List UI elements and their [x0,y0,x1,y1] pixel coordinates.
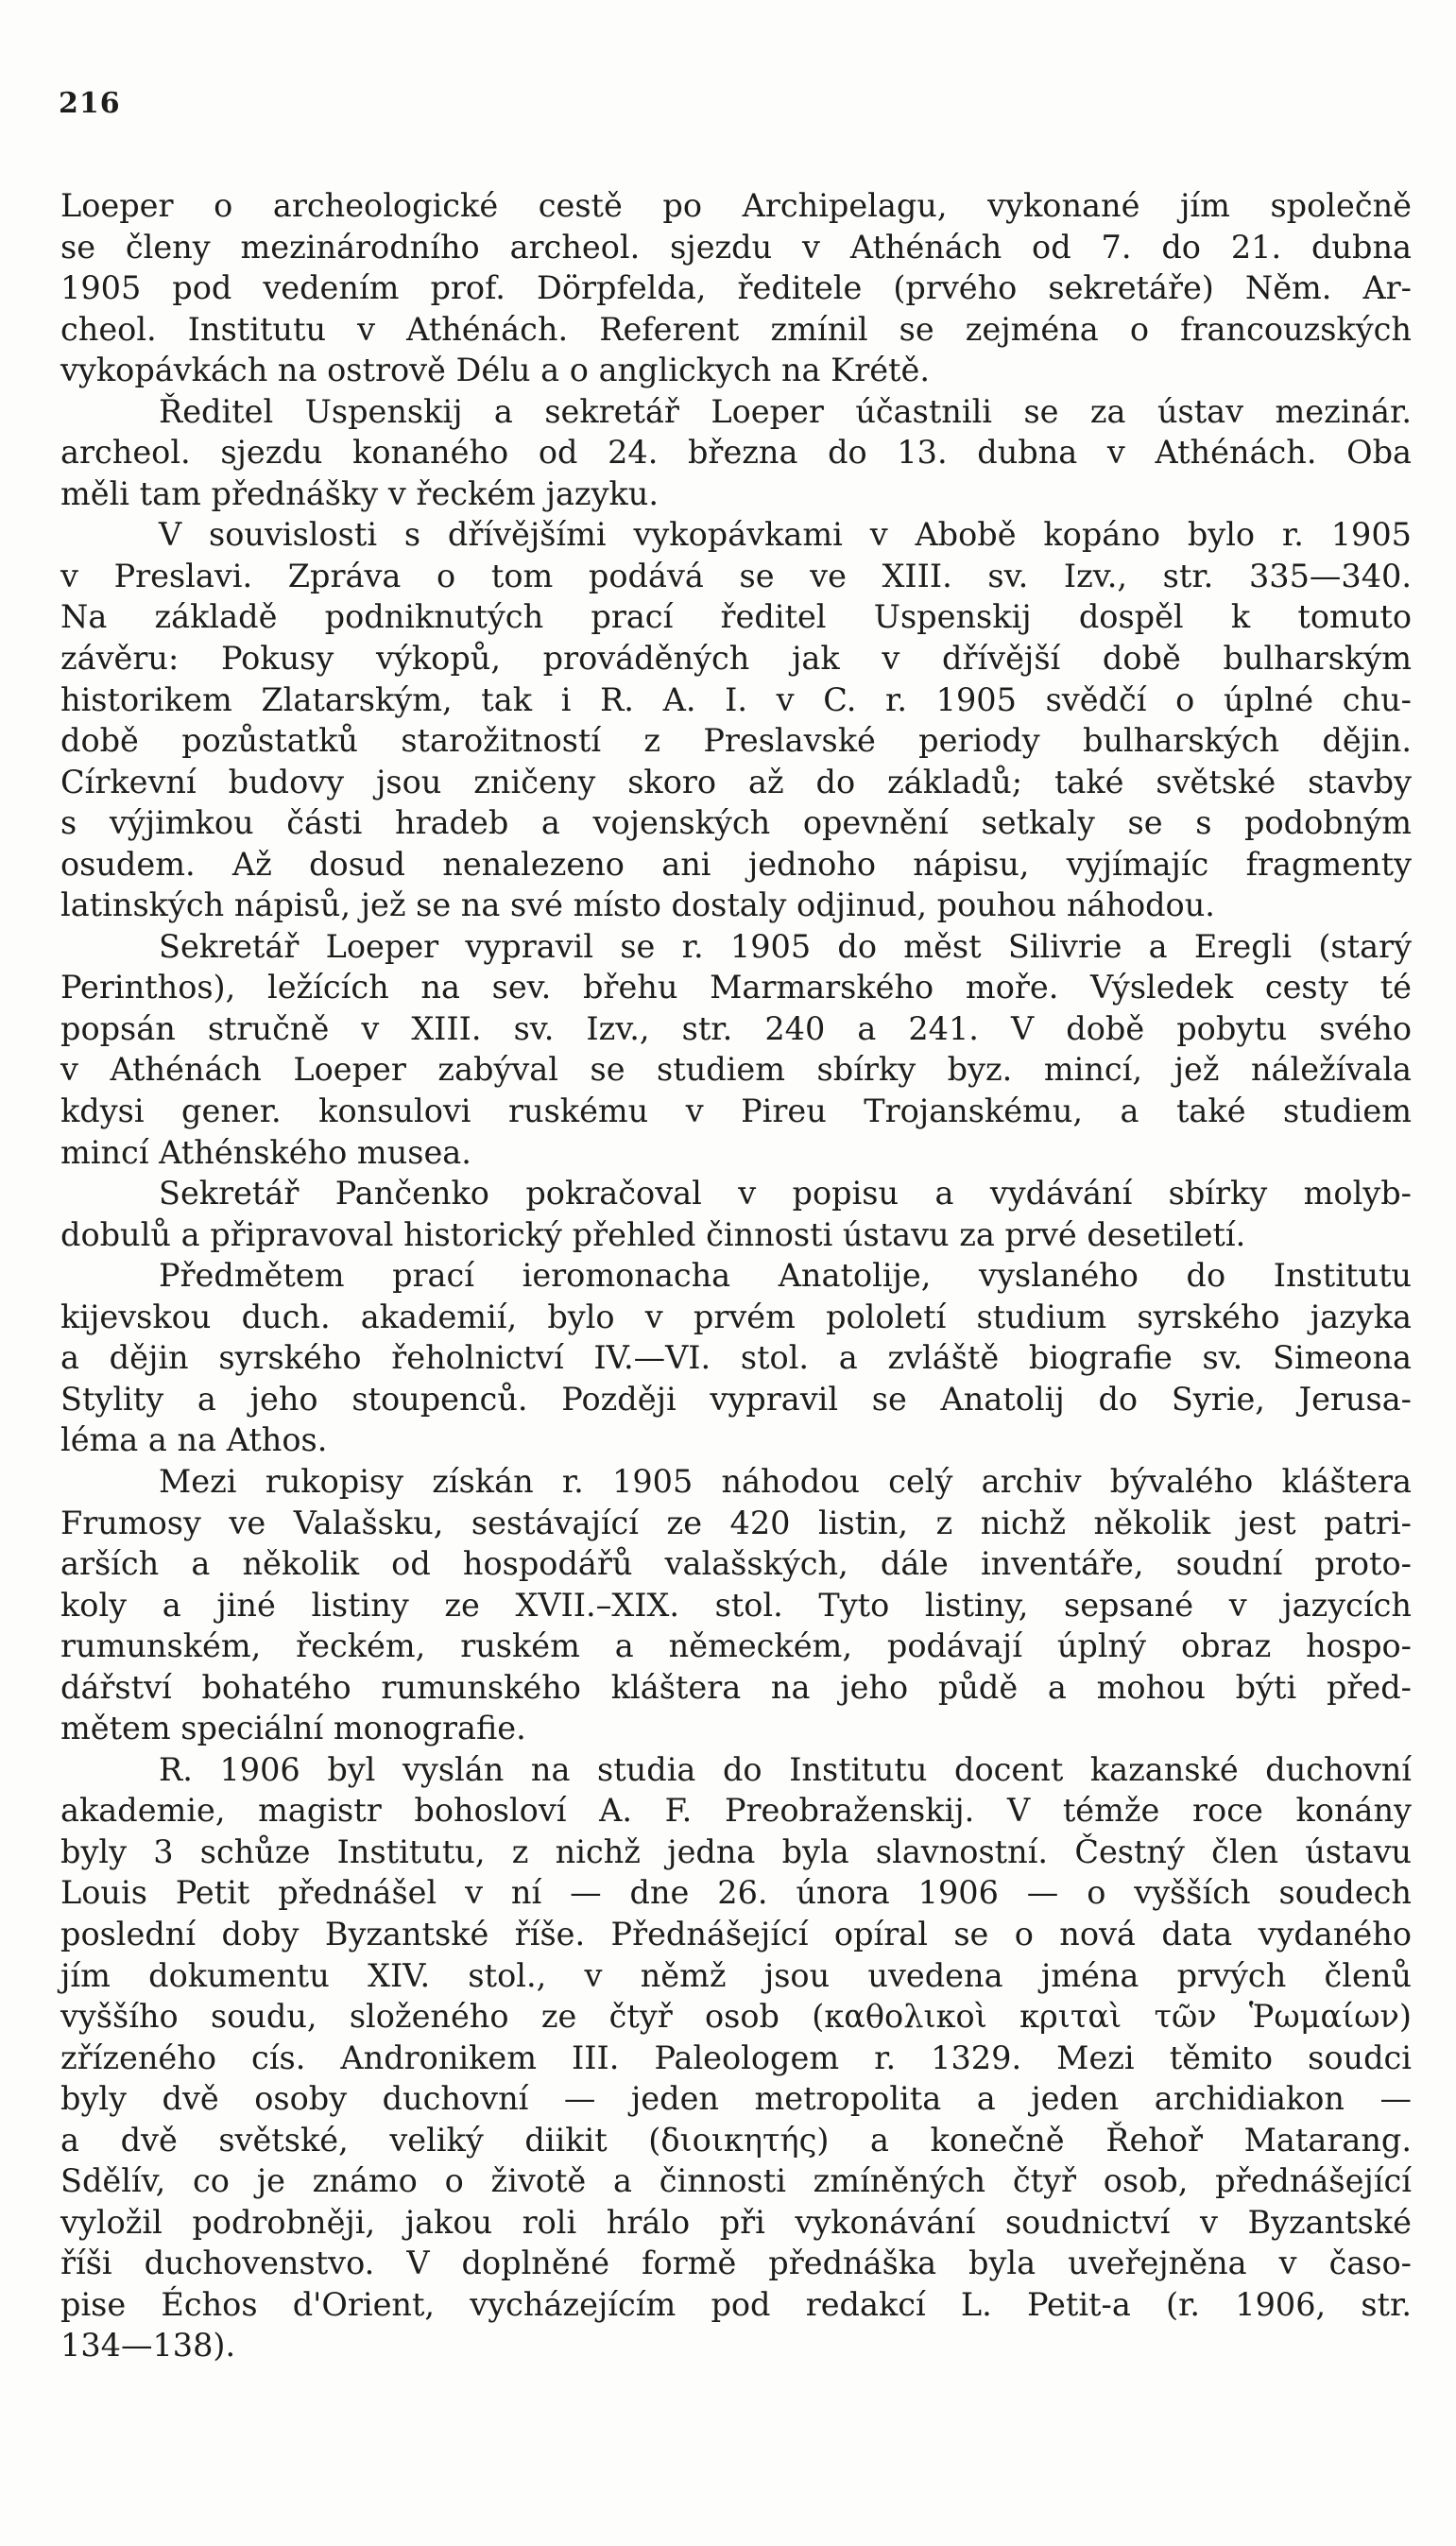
text-line: pise Échos d'Orient, vycházejícím pod redakcí L. Petit-a (r. 1906, str. [60,2285,1412,2323]
text-line: s výjimkou části hradeb a vojenských opevnění setkaly se s podobným [60,804,1412,842]
text-line: mětem speciální monografie. [60,1710,526,1747]
text-line: akademie, magistr bohosloví A. F. Preobraženskij. V témže roce konány [60,1792,1412,1830]
text-line: R. 1906 byl vyslán na studia do Institutu docent kazanské duchovní [159,1750,1412,1788]
text-line: dobulů a připravoval historický přehled činnosti ústavu za prvé desetiletí. [60,1215,1246,1253]
text-line: kijevskou duch. akademií, bylo v prvém pololetí studium syrského jazyka [60,1298,1412,1335]
text-line: poslední doby Byzantské říše. Přednášející opíral se o nová data vydaného [60,1915,1412,1953]
text-line: popsán stručně v XIII. sv. Izv., str. 240 a 241. V době pobytu svého [60,1009,1412,1047]
text-line: koly a jiné listiny ze XVII.–XIX. stol. Tyto listiny, sepsané v jazycích [60,1586,1412,1624]
text-line: v Preslavi. Zpráva o tom podává se ve XIII. sv. Izv., str. 335—340. [60,557,1412,594]
text-line: Na základě podniknutých prací ředitel Uspenskij dospěl k tomuto [60,598,1412,636]
text-line: a dějin syrského řeholnictví IV.—VI. stol. a zvláště biografie sv. Simeona [60,1339,1412,1377]
text-line: arších a několik od hospodářů valašských, dále inventáře, soudní proto- [60,1545,1412,1583]
text-line: Sdělív, co je známo o životě a činnosti zmíněných čtyř osob, přednášející [60,2162,1412,2200]
text-line: latinských nápisů, jež se na své místo dostaly odjinud, pouhou náhodou. [60,886,1215,924]
text-line: léma a na Athos. [60,1421,328,1459]
text-line: a dvě světské, veliký diikit (διοικητής) a konečně Řehoř Matarang. [60,2121,1412,2159]
text-line: Církevní budovy jsou zničeny skoro až do základů; také světské stavby [60,763,1412,800]
text-line: vykopávkách na ostrově Délu a o anglickych na Krétě. [60,352,930,389]
text-line: V souvislosti s dřívějšími vykopávkami v Abobě kopáno bylo r. 1905 [159,516,1412,554]
text-line: rumunském, řeckém, ruském a německém, podávají úplný obraz hospo- [60,1627,1412,1665]
text-line: kdysi gener. konsulovi ruskému v Pireu Trojanskému, a také studiem [60,1092,1412,1130]
text-line: v Athénách Loeper zabýval se studiem sbírky byz. mincí, jež náležívala [60,1051,1412,1089]
text-line: závěru: Pokusy výkopů, prováděných jak v dřívější době bulharským [60,640,1412,678]
text-line: byly 3 schůze Institutu, z nichž jedna byla slavnostní. Čestný člen ústavu [60,1832,1412,1870]
text-line: vyložil podrobněji, jakou roli hrálo při vykonávání soudnictví v Byzantské [60,2203,1412,2241]
page-number: 216 [59,87,121,120]
text-line: zřízeného cís. Andronikem III. Paleologem r. 1329. Mezi těmito soudci [60,2039,1412,2076]
text-line: měli tam přednášky v řeckém jazyku. [60,474,659,512]
text-line: Perinthos), ležících na sev. břehu Marmarského moře. Výsledek cesty té [60,969,1412,1006]
text-line: Ředitel Uspenskij a sekretář Loeper účastnili se za ústav mezinár. [159,392,1412,430]
text-line: historikem Zlatarským, tak i R. A. I. v C. r. 1905 svědčí o úplné chu- [60,680,1412,718]
text-line: Louis Petit přednášel v ní — dne 26. února 1906 — o vyšších soudech [60,1874,1412,1912]
text-line: jím dokumentu XIV. stol., v němž jsou uvedena jména prvých členů [60,1956,1412,1994]
text-line: byly dvě osoby duchovní — jeden metropolita a jeden archidiakon — [60,2080,1412,2118]
text-line: cheol. Institutu v Athénách. Referent zmínil se zejména o francouzských [60,310,1412,348]
text-line: Sekretář Pančenko pokračoval v popisu a vydávání sbírky molyb- [159,1175,1412,1213]
text-line: se členy mezinárodního archeol. sjezdu v Athénách od 7. do 21. dubna [60,228,1412,266]
text-line: dářství bohatého rumunského kláštera na jeho půdě a mohou býti před- [60,1668,1412,1706]
text-line: Frumosy ve Valašsku, sestávající ze 420 listin, z nichž několik jest patri- [60,1504,1412,1541]
text-line: Předmětem prací ieromonacha Anatolije, vyslaného do Institutu [159,1257,1412,1295]
text-line: Stylity a jeho stoupenců. Později vypravil se Anatolij do Syrie, Jerusa- [60,1380,1412,1418]
body-text [60,185,1412,2366]
text-line: mincí Athénského musea. [60,1133,471,1171]
text-line: vyššího soudu, složeného ze čtyř osob (καθολικοὶ κριταὶ τῶν Ῥωμαίων) [60,1998,1412,2036]
text-line: době pozůstatků starožitností z Preslavské periody bulharských dějin. [60,722,1412,760]
text-line: Loeper o archeologické cestě po Archipelagu, vykonané jím společně [60,187,1412,224]
text-line: říši duchovenstvo. V doplněné formě přednáška byla uveřejněna v časo- [60,2245,1412,2282]
text-line: 134—138). [60,2327,236,2365]
text-line: osudem. Až dosud nenalezeno ani jednoho nápisu, vyjímajíc fragmenty [60,845,1412,883]
text-line: Sekretář Loeper vypravil se r. 1905 do měst Silivrie a Eregli (starý [159,927,1412,965]
text-line: Mezi rukopisy získán r. 1905 náhodou celý archiv bývalého kláštera [159,1462,1412,1500]
text-line: 1905 pod vedením prof. Dörpfelda, ředitele (prvého sekretáře) Něm. Ar- [60,269,1412,307]
text-line: archeol. sjezdu konaného od 24. března do 13. dubna v Athénách. Oba [60,434,1412,472]
